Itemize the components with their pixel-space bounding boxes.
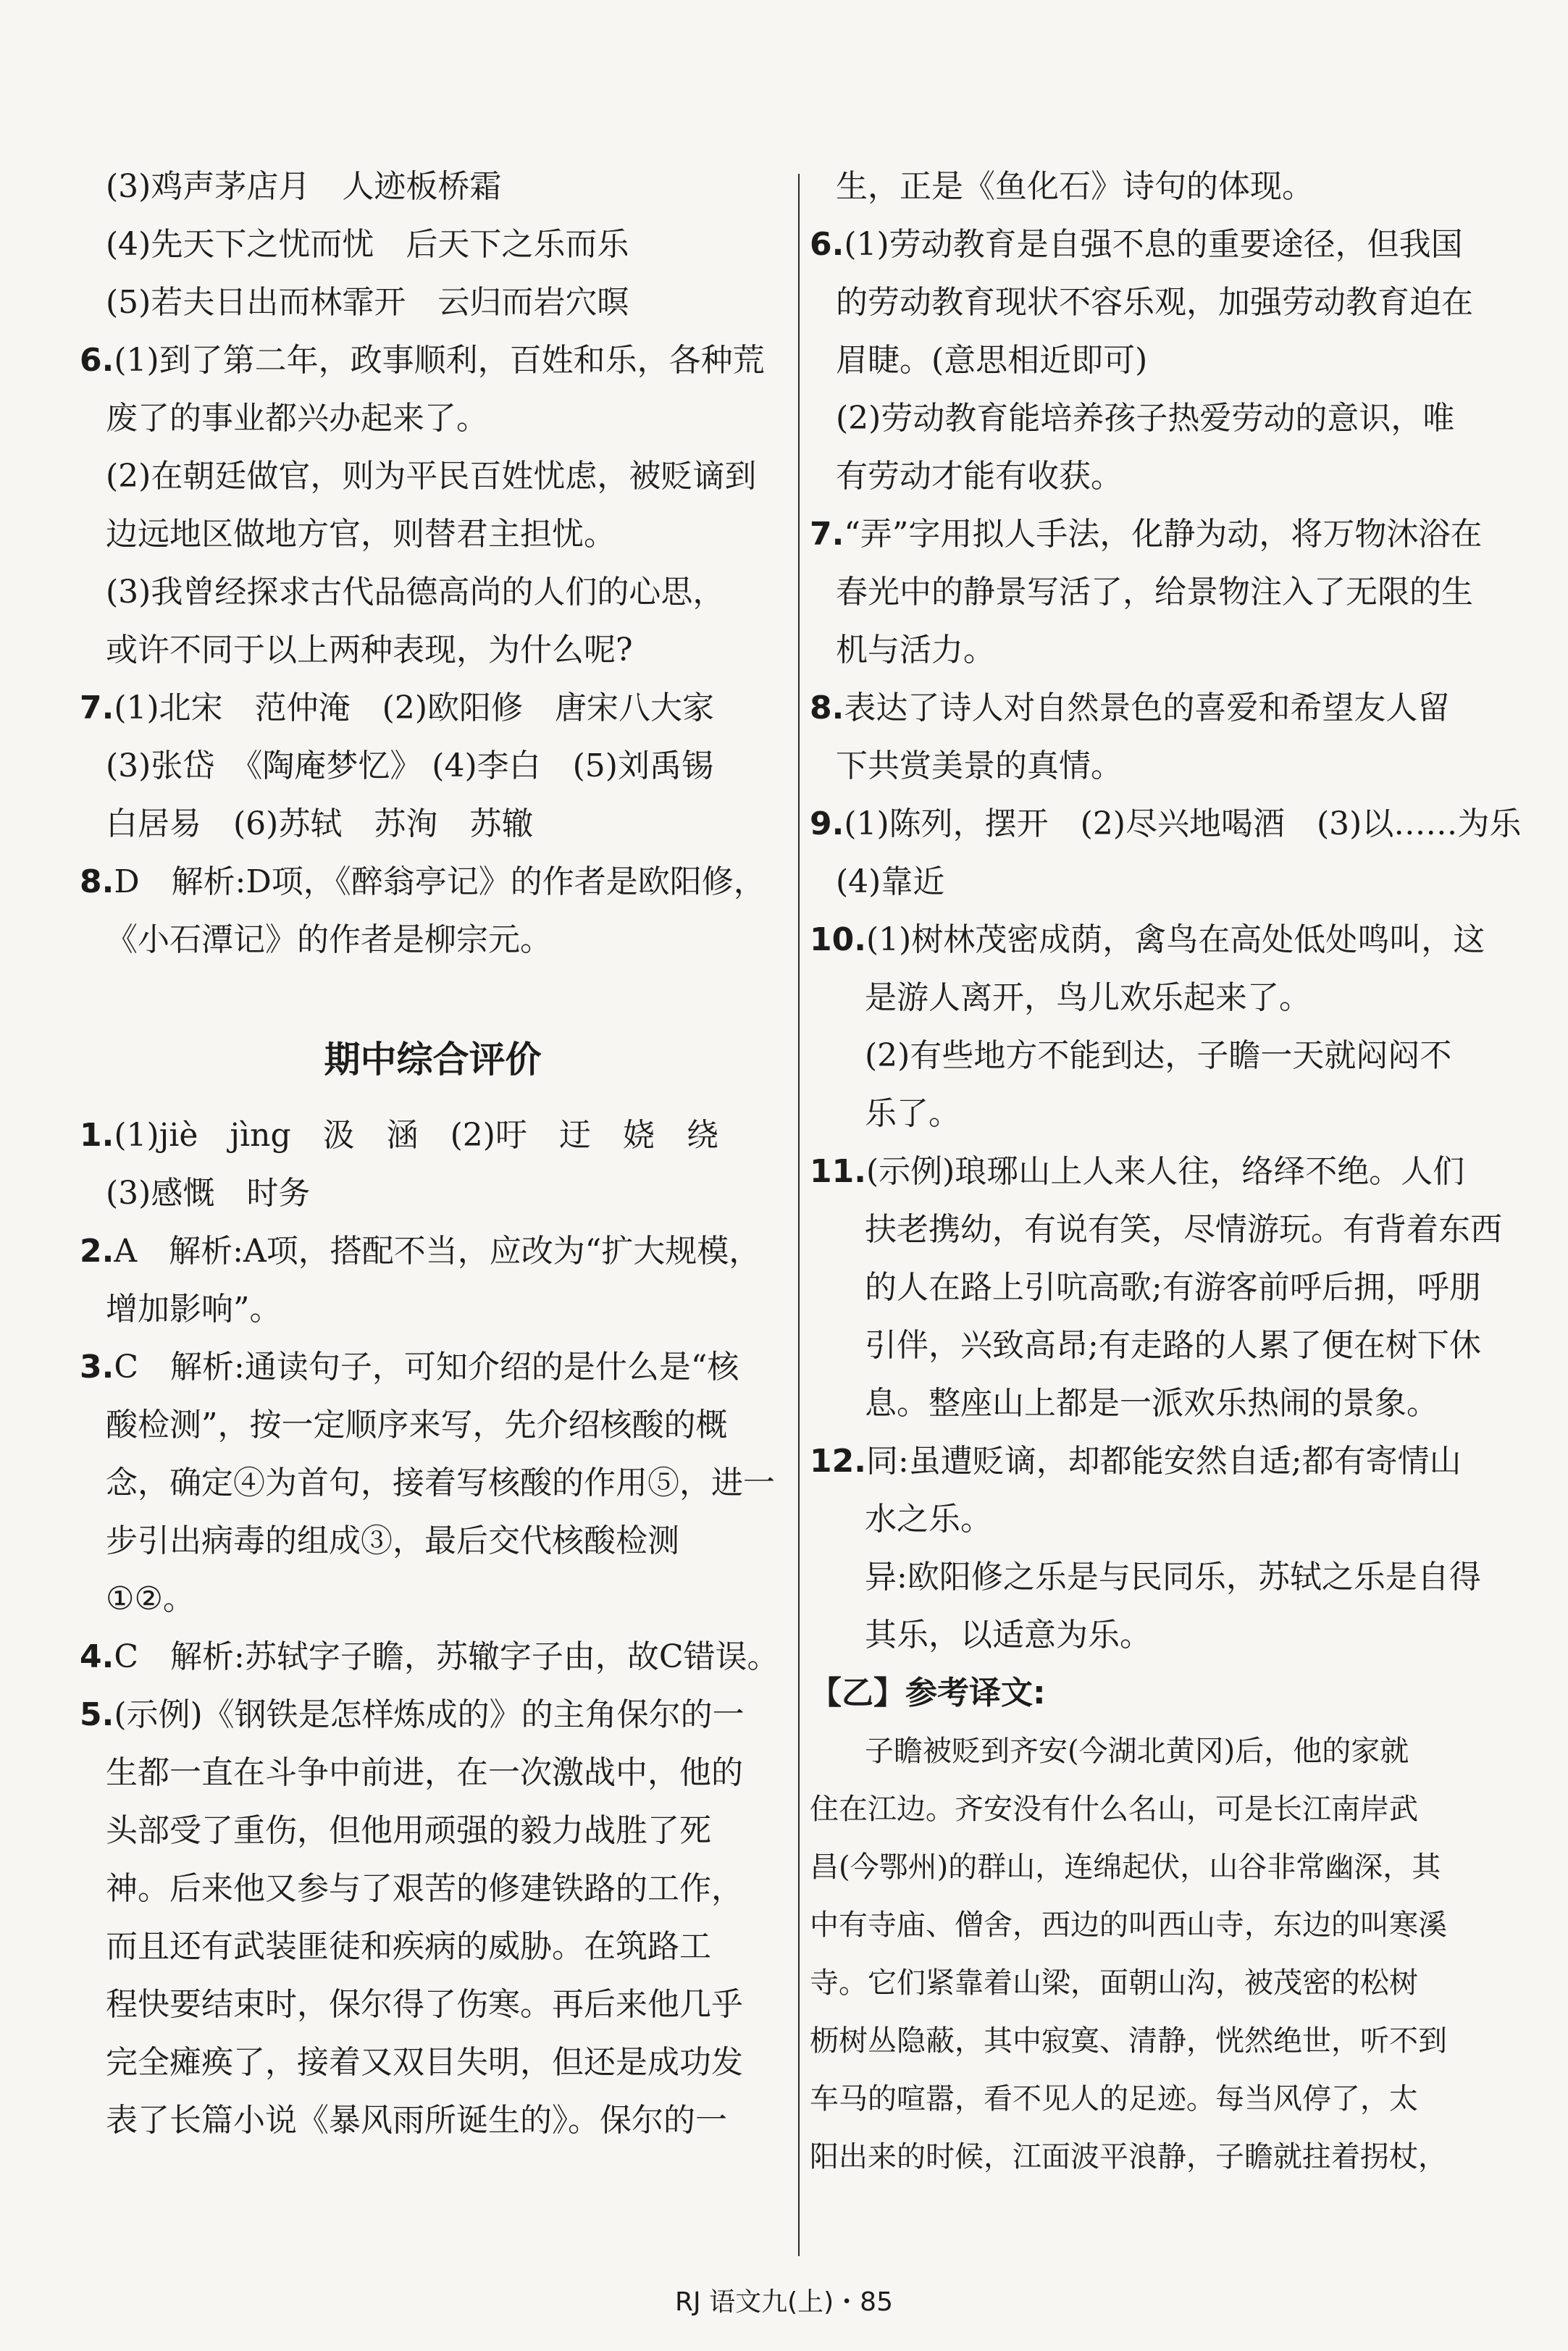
question-number: 8. bbox=[80, 863, 114, 900]
question-number: 4. bbox=[80, 1638, 114, 1675]
midterm-question-5 bbox=[80, 1686, 786, 2150]
answer-line: 《小石潭记》的作者是柳宗元。 bbox=[106, 921, 552, 958]
answer-line: 废了的事业都兴办起来了。 bbox=[106, 400, 488, 437]
answer-line: 乐了。 bbox=[865, 1095, 960, 1132]
question-number: 7. bbox=[80, 690, 114, 726]
translation-line: 住在江边。齐安没有什么名山，可是长江南岸武 bbox=[810, 1793, 1418, 1826]
question-6-right bbox=[810, 216, 1550, 506]
answer-line: 同:虽遭贬谪，却都能安然自适;都有寄情山 bbox=[865, 1443, 1462, 1480]
reference-translation bbox=[810, 1722, 1550, 2186]
section-title: 期中综合评价 bbox=[324, 1039, 542, 1081]
question-number: 9. bbox=[810, 805, 844, 842]
answer-line: 神。后来他又参与了艰苦的修建铁路的工作， bbox=[106, 1870, 743, 1907]
answer-line: (示例)《钢铁是怎样炼成的》的主角保尔的一 bbox=[114, 1696, 745, 1733]
answer-line: 扶老携幼，有说有笑，尽情游玩。有背着东西 bbox=[865, 1211, 1502, 1248]
answer-line: 有劳动才能有收获。 bbox=[836, 458, 1123, 495]
answer-line: ①②。 bbox=[106, 1580, 195, 1617]
answer-line: 酸检测”，按一定顺序来写，先介绍核酸的概 bbox=[106, 1407, 728, 1443]
answer-line: 白居易 (6)苏轼 苏洵 苏辙 bbox=[106, 805, 534, 842]
answer-line: 头部受了重伤，但他用顽强的毅力战胜了死 bbox=[106, 1812, 711, 1849]
translation-line: 枥树丛隐蔽，其中寂寞、清静，恍然绝世，听不到 bbox=[810, 2024, 1447, 2058]
answer-line: (4)靠近 bbox=[836, 863, 945, 900]
answer-line: 异:欧阳修之乐是与民同乐，苏轼之乐是自得 bbox=[865, 1559, 1481, 1596]
answer-line: (1)jiè jìng 汲 涵 (2)吁 迂 娆 绕 bbox=[114, 1117, 718, 1154]
answer-line: (示例)琅琊山上人来人往，络绎不绝。人们 bbox=[865, 1153, 1465, 1190]
answer-line: 步引出病毒的组成③，最后交代核酸检测 bbox=[106, 1522, 679, 1559]
answer-line: (2)有些地方不能到达，子瞻一天就闷闷不 bbox=[865, 1037, 1452, 1074]
answer-line: (5)若夫日出而林霏开 云归而岩穴暝 bbox=[106, 284, 629, 321]
answer-line: 水之乐。 bbox=[865, 1501, 992, 1538]
question-6 bbox=[80, 332, 786, 679]
page-footer: RJ 语文九(上)・85 bbox=[675, 2287, 893, 2317]
midterm-question-4 bbox=[80, 1628, 786, 1686]
right-column bbox=[810, 158, 1550, 2186]
answer-line: (1)陈列，摆开 (2)尽兴地喝酒 (3)以……为乐 bbox=[844, 805, 1522, 842]
answer-line: (3)感慨 时务 bbox=[106, 1175, 311, 1212]
question-7 bbox=[80, 679, 786, 853]
question-number: 5. bbox=[80, 1696, 114, 1733]
question-number: 6. bbox=[80, 342, 114, 379]
column-divider bbox=[798, 174, 800, 2256]
answer-line: 程快要结束时，保尔得了伤寒。再后来他几乎 bbox=[106, 1986, 743, 2023]
question-number: 8. bbox=[810, 690, 844, 726]
translation-line: 中有寺庙、僧舍，西边的叫西山寺，东边的叫寒溪 bbox=[810, 1908, 1447, 1942]
answer-line: 表达了诗人对自然景色的喜爱和希望友人留 bbox=[844, 690, 1450, 726]
answer-line: D 解析:D项，《醉翁亭记》的作者是欧阳修， bbox=[114, 863, 766, 900]
answer-line: 机与活力。 bbox=[836, 632, 995, 669]
answer-line: C 解析:苏轼字子瞻，苏辙字子由，故C错误。 bbox=[114, 1638, 779, 1675]
question-number: 1. bbox=[80, 1117, 114, 1154]
answer-line: (1)树林茂密成荫，禽鸟在高处低处鸣叫，这 bbox=[865, 921, 1485, 958]
poem-lines bbox=[80, 158, 786, 332]
question-10-right bbox=[810, 911, 1550, 1143]
left-column bbox=[80, 158, 786, 2150]
midterm-question-1 bbox=[80, 1107, 786, 1223]
answer-line: (3)我曾经探求古代品德高尚的人们的心思， bbox=[106, 574, 725, 611]
answer-line: 引伴，兴致高昂;有走路的人累了便在树下休 bbox=[865, 1327, 1481, 1364]
question-12-right bbox=[810, 1433, 1550, 1664]
answer-line: 完全瘫痪了，接着又双目失明，但还是成功发 bbox=[106, 2044, 743, 2081]
answer-line: (2)在朝廷做官，则为平民百姓忧虑，被贬谪到 bbox=[106, 458, 757, 495]
answer-line: 增加影响”。 bbox=[106, 1291, 282, 1328]
question-number: 2. bbox=[80, 1233, 114, 1270]
answer-line: (3)张岱 《陶庵梦忆》 (4)李白 (5)刘禹锡 bbox=[106, 747, 713, 784]
translation-line: 阳出来的时候，江面波平浪静，子瞻就拄着拐杖， bbox=[810, 2140, 1447, 2174]
answer-line: (1)北宋 范仲淹 (2)欧阳修 唐宋八大家 bbox=[114, 690, 714, 726]
answer-line: 眉睫。(意思相近即可) bbox=[836, 342, 1148, 379]
answer-line: 春光中的静景写活了，给景物注入了无限的生 bbox=[836, 574, 1473, 611]
question-number: 12. bbox=[810, 1443, 866, 1480]
answer-line: 是游人离开，鸟儿欢乐起来了。 bbox=[865, 979, 1311, 1016]
question-number: 11. bbox=[810, 1153, 866, 1190]
question-number: 3. bbox=[80, 1349, 114, 1386]
reference-translation-heading: 【乙】参考译文: bbox=[810, 1675, 1046, 1711]
translation-line: 寺。它们紧靠着山梁，面朝山沟，被茂密的松树 bbox=[810, 1966, 1418, 2000]
question-number: 7. bbox=[810, 516, 844, 553]
answer-line: (2)劳动教育能培养孩子热爱劳动的意识，唯 bbox=[836, 400, 1455, 437]
translation-line: 车马的喧嚣，看不见人的足迹。每当风停了，太 bbox=[810, 2082, 1418, 2116]
answer-line: “弄”字用拟人手法，化静为动，将万物沐浴在 bbox=[844, 516, 1483, 553]
answer-line: 表了长篇小说《暴风雨所诞生的》。保尔的一 bbox=[106, 2102, 727, 2139]
question-number: 6. bbox=[810, 226, 844, 263]
answer-line: 生，正是《鱼化石》诗句的体现。 bbox=[836, 168, 1314, 205]
answer-line: 生都一直在斗争中前进，在一次激战中，他的 bbox=[106, 1754, 743, 1791]
question-8-right bbox=[810, 679, 1550, 795]
midterm-question-3 bbox=[80, 1338, 786, 1628]
translation-line: 子瞻被贬到齐安(今湖北黄冈)后，他的家就 bbox=[865, 1735, 1409, 1768]
answer-line: (1)到了第二年，政事顺利，百姓和乐，各种荒 bbox=[114, 342, 765, 379]
answer-line: A 解析:A项，搭配不当，应改为“扩大规模， bbox=[114, 1233, 761, 1270]
answer-line: 边远地区做地方官，则替君主担忧。 bbox=[106, 516, 616, 553]
answer-line: 的人在路上引吭高歌;有游客前呼后拥，呼朋 bbox=[865, 1269, 1481, 1306]
question-9-right bbox=[810, 795, 1550, 911]
answer-line: C 解析:通读句子，可知介绍的是什么是“核 bbox=[114, 1349, 739, 1386]
midterm-question-2 bbox=[80, 1223, 786, 1338]
answer-line: 息。整座山上都是一派欢乐热闹的景象。 bbox=[865, 1385, 1438, 1422]
answer-line: 念，确定④为首句，接着写核酸的作用⑤，进一 bbox=[106, 1464, 775, 1501]
translation-line: 昌(今鄂州)的群山，连绵起伏，山谷非常幽深，其 bbox=[810, 1851, 1441, 1884]
answer-line: (1)劳动教育是自强不息的重要途径，但我国 bbox=[844, 226, 1463, 263]
question-7-right bbox=[810, 506, 1550, 679]
question-11-right bbox=[810, 1143, 1550, 1433]
question-number: 10. bbox=[810, 921, 866, 958]
answer-line: (4)先天下之忧而忧 后天下之乐而乐 bbox=[106, 226, 629, 263]
answer-line: 其乐，以适意为乐。 bbox=[865, 1617, 1152, 1654]
answer-line: 下共赏美景的真情。 bbox=[836, 747, 1123, 784]
question-8 bbox=[80, 853, 786, 969]
answer-line: 或许不同于以上两种表现，为什么呢? bbox=[106, 632, 633, 669]
answer-line: (3)鸡声茅店月 人迹板桥霜 bbox=[106, 168, 502, 205]
answer-line: 而且还有武装匪徒和疾病的威胁。在筑路工 bbox=[106, 1928, 711, 1965]
answer-line: 的劳动教育现状不容乐观，加强劳动教育迫在 bbox=[836, 284, 1473, 321]
